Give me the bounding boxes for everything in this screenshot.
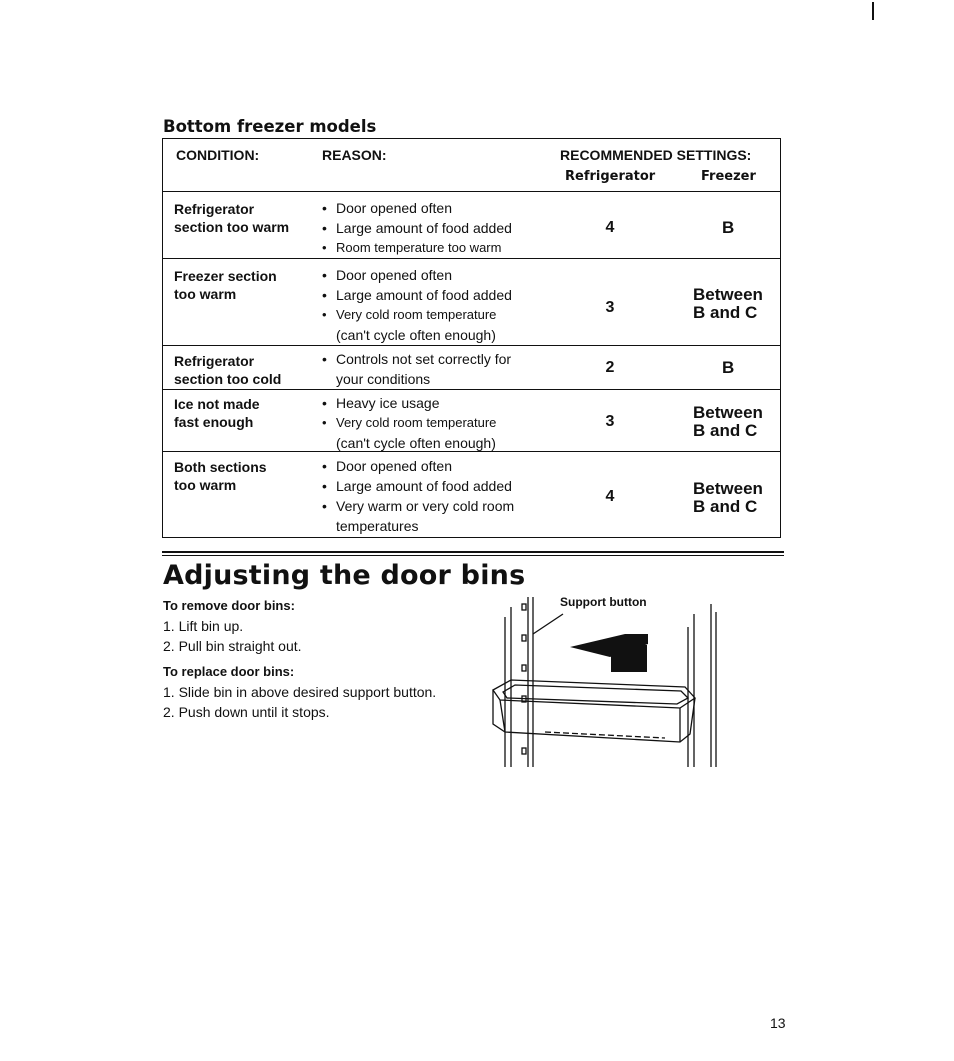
row2-reasons (322, 265, 512, 345)
reason-item: • Large amount of food added (322, 218, 512, 238)
page-number: 13 (770, 1015, 786, 1031)
support-button-label: Support button (560, 595, 647, 609)
section-title: Bottom freezer models (163, 117, 377, 136)
reason-item: • Room temperature too warm (322, 238, 512, 258)
row5-reasons (322, 456, 514, 536)
row4-refrigerator-setting: 3 (605, 413, 615, 430)
reason-item: • Large amount of food added (322, 476, 514, 496)
row2-condition: Freezer section too warm (174, 268, 277, 302)
reason-item: • Door opened often (322, 198, 512, 218)
header-refrigerator: Refrigerator (565, 169, 656, 184)
reason-item: • Large amount of food added (322, 285, 512, 305)
adjusting-title: Adjusting the door bins (163, 560, 526, 591)
direction-arrow-icon (570, 634, 648, 672)
reason-item: • Very cold room temperature (322, 413, 496, 433)
reason-item: • Very cold room temperature (322, 305, 512, 325)
row-divider (162, 258, 781, 259)
row3-freezer-setting: B (722, 358, 735, 377)
reason-continuation: temperatures (336, 518, 419, 534)
row4-reasons (322, 393, 496, 453)
row3-condition: Refrigerator section too cold (174, 353, 282, 387)
remove-title: To remove door bins: (163, 598, 295, 613)
reason-item: • Very warm or very cold room (322, 496, 514, 516)
row2-freezer-setting: Between B and C (693, 285, 763, 322)
reason-continuation: (can't cycle often enough) (336, 327, 496, 343)
row5-refrigerator-setting: 4 (605, 488, 615, 505)
replace-steps (163, 682, 436, 722)
replace-step: 1. Slide bin in above desired support button. (163, 684, 437, 700)
row5-condition: Both sections too warm (174, 459, 267, 493)
row3-refrigerator-setting: 2 (605, 359, 615, 376)
reason-item: • Door opened often (322, 456, 514, 476)
row1-reasons (322, 198, 512, 258)
row1-freezer-setting: B (722, 218, 735, 237)
header-recommended: RECOMMENDED SETTINGS: (560, 147, 752, 163)
header-condition: CONDITION: (176, 147, 260, 163)
row1-refrigerator-setting: 4 (605, 219, 615, 236)
header-reason: REASON: (322, 147, 387, 163)
section-rule (162, 551, 784, 553)
section-rule-thin (162, 555, 784, 556)
row3-reasons (322, 349, 511, 389)
reason-continuation: (can't cycle often enough) (336, 435, 496, 451)
row5-freezer-setting: Between B and C (693, 479, 763, 516)
reason-continuation: your conditions (336, 371, 431, 387)
remove-step: 1. Lift bin up. (163, 618, 244, 634)
row-divider (162, 345, 781, 346)
row1-condition: Refrigerator section too warm (174, 201, 290, 235)
margin-mark (872, 2, 874, 20)
replace-step: 2. Push down until it stops. (163, 704, 330, 720)
header-freezer: Freezer (701, 169, 756, 184)
door-bin-illustration (485, 592, 725, 772)
remove-step: 2. Pull bin straight out. (163, 638, 302, 654)
reason-item: • Heavy ice usage (322, 393, 496, 413)
reason-item: • Door opened often (322, 265, 512, 285)
row4-freezer-setting: Between B and C (693, 403, 763, 440)
reason-item: • Controls not set correctly for (322, 349, 511, 369)
remove-steps (163, 616, 302, 656)
row-divider (162, 389, 781, 390)
row-divider (162, 191, 781, 192)
row4-condition: Ice not made fast enough (174, 396, 260, 430)
replace-title: To replace door bins: (163, 664, 295, 679)
row2-refrigerator-setting: 3 (605, 299, 615, 316)
